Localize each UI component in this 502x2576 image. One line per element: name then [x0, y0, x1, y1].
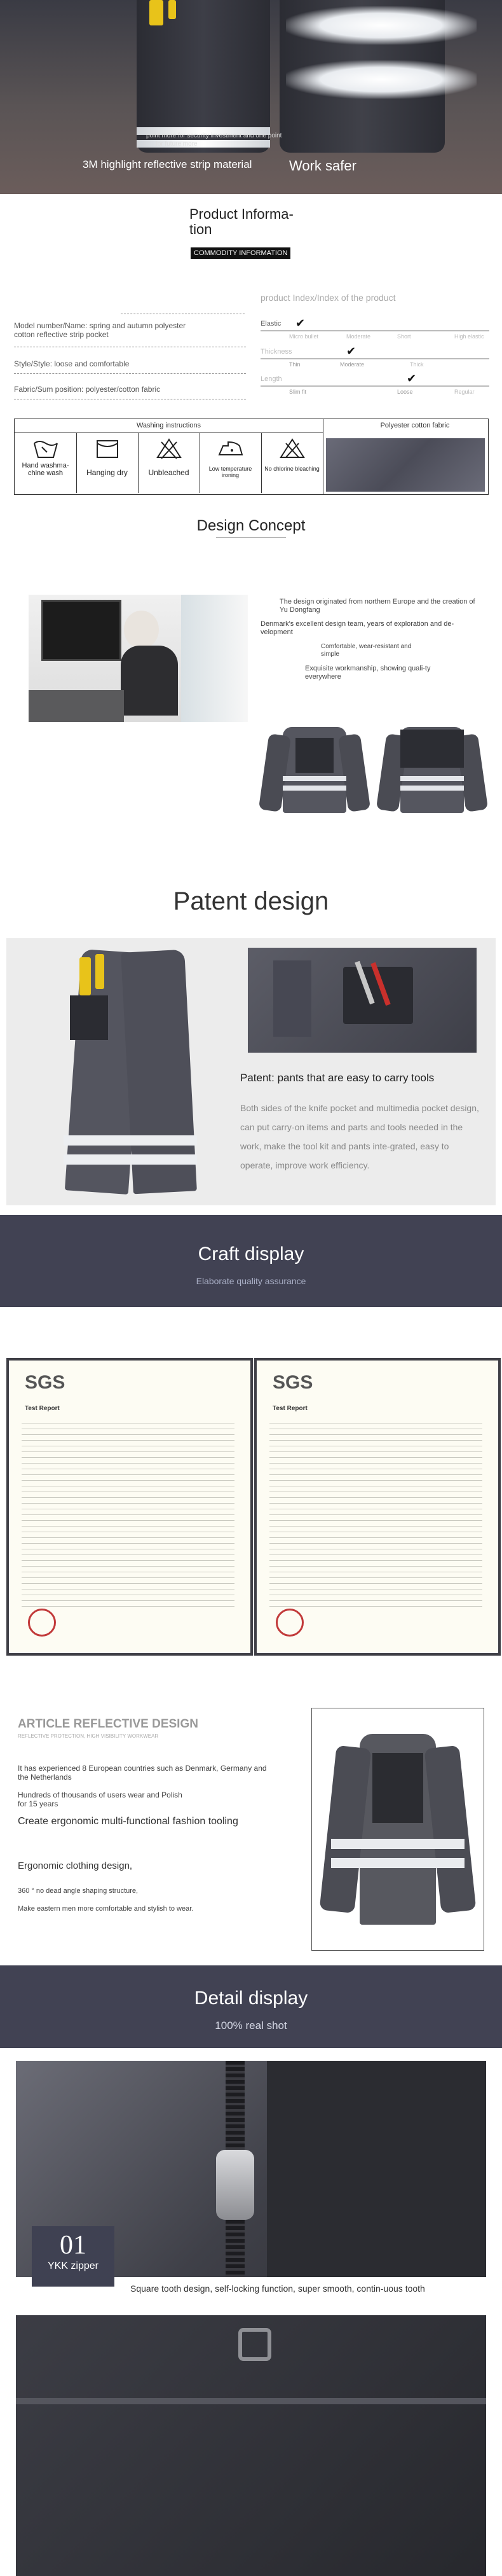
- d-ring: [238, 2328, 271, 2361]
- jacket-back-image: [378, 722, 486, 817]
- jacket-panel: [372, 1753, 423, 1823]
- hanging-dry-icon: [93, 437, 121, 460]
- concept-paragraph: Denmark's excellent design team, years of exploration and de-velopment: [261, 620, 454, 636]
- wash-item: [261, 437, 323, 472]
- spec-style: Style/Style: loose and comfortable: [14, 359, 130, 368]
- craft-title: Craft display: [198, 1243, 304, 1264]
- divider: [216, 537, 286, 538]
- article-line: Make eastern men more comfortable and stylish to wear.: [18, 1905, 194, 1913]
- pants-pocket: [70, 995, 108, 1040]
- reflective-strip: [283, 786, 346, 791]
- pocket-closeup-image: [248, 948, 477, 1053]
- detail-section: [0, 2048, 502, 2576]
- concept-paragraph: Comfortable, wear-resistant and simple: [321, 643, 412, 658]
- sgs-logo: SGS: [273, 1372, 313, 1393]
- row-option: Thin: [289, 361, 301, 368]
- detail-header: [0, 1965, 502, 2048]
- article-title: ARTICLE REFLECTIVE DESIGN: [18, 1717, 198, 1731]
- reflective-strip: [400, 776, 464, 781]
- divider: [14, 373, 246, 374]
- article-section: [0, 1663, 502, 1962]
- test-report-document: [254, 1358, 501, 1656]
- craft-subtitle: Elaborate quality assurance: [196, 1276, 306, 1286]
- wash-item: [15, 437, 76, 477]
- detail-title: Detail display: [194, 1988, 308, 2009]
- desk: [29, 690, 124, 722]
- detail-label: YKK zipper: [47, 2261, 99, 2271]
- row-option: Slim fit: [289, 389, 306, 395]
- row-option: Short: [397, 333, 411, 340]
- person-body: [121, 646, 178, 716]
- no-bleach-icon: [155, 437, 183, 460]
- jacket-front-image: [261, 722, 369, 817]
- designer-photo: [29, 595, 248, 722]
- hero-banner: [0, 0, 502, 194]
- document-lines: [22, 1418, 234, 1609]
- reflective-strip: [283, 776, 346, 781]
- craft-header: [0, 1215, 502, 1307]
- hand-wash-icon: [32, 437, 60, 460]
- sgs-logo: SGS: [25, 1372, 65, 1393]
- detail-caption: Square tooth design, self-locking function, super smooth, contin-uous tooth: [130, 2283, 425, 2294]
- reflective-glow: [286, 60, 477, 99]
- pocket-detail-photo: [16, 2315, 486, 2576]
- no-chlorine-icon: [278, 437, 306, 460]
- stamp-icon: [28, 1609, 56, 1637]
- craft-documents: [0, 1307, 502, 1663]
- stamp-icon: [276, 1609, 304, 1637]
- index-title: product Index/Index of the product: [261, 293, 396, 303]
- patent-headline: Patent: pants that are easy to carry tools: [240, 1072, 435, 1084]
- product-info-title-line: tion: [189, 221, 212, 237]
- wash-item: [200, 437, 261, 478]
- article-line: Hundreds of thousands of users wear and Polish for 15 years: [18, 1790, 182, 1808]
- row-option: High elastic: [454, 333, 484, 340]
- test-report-document: [6, 1358, 253, 1656]
- row-option: Moderate: [340, 361, 365, 368]
- jacket-panel: [400, 730, 464, 768]
- concept-paragraph: Exquisite workmanship, showing quali-ty everywhere: [305, 665, 431, 681]
- person-head: [124, 611, 159, 649]
- commodity-badge: COMMODITY INFORMATION: [191, 247, 290, 259]
- reflective-strip: [64, 1154, 197, 1165]
- reflective-strip: [400, 786, 464, 791]
- hero-small-caption: point more for security investment and one point: [146, 132, 282, 139]
- wash-item: [76, 437, 138, 477]
- reflective-strip: [331, 1858, 465, 1868]
- product-info-title: [189, 207, 294, 237]
- index-slider: [261, 385, 489, 387]
- yellow-tool: [149, 0, 163, 25]
- washing-table: [14, 419, 489, 495]
- spec-fabric: Fabric/Sum position: polyester/cotton fabric: [14, 385, 161, 394]
- hero-small-caption: for future more: [156, 141, 198, 148]
- row-label-thickness: Thickness: [261, 348, 292, 356]
- fabric-panel: [267, 2061, 486, 2277]
- spec-model: Model number/Name: spring and autumn polyester cotton reflective strip pocket: [14, 321, 186, 339]
- row-option: Thick: [410, 361, 424, 368]
- iron-icon: [217, 437, 245, 460]
- wash-item-label: Hanging dry: [86, 468, 128, 477]
- window: [181, 595, 248, 722]
- index-slider: [261, 358, 489, 359]
- patent-body: Both sides of the knife pocket and multimedia pocket design, can put carry-on items and parts and tools needed in the work, make the tool kit and pants inte-grated, easy to operate, improve work efficiency.: [240, 1103, 479, 1170]
- zipper-pull: [216, 2150, 254, 2220]
- hero-left-caption: 3M highlight reflective strip material: [83, 158, 252, 170]
- wash-item-label: Unbleached: [148, 468, 189, 477]
- reflective-strip: [331, 1839, 465, 1849]
- washing-header: Washing instructions: [136, 422, 201, 429]
- document-lines: [269, 1418, 482, 1609]
- hero-right-caption: Work safer: [289, 158, 356, 174]
- row-option: Loose: [397, 389, 413, 395]
- check-icon: ✔: [407, 372, 417, 385]
- fabric-header: Polyester cotton fabric: [380, 422, 450, 429]
- jacket-panel: [295, 738, 334, 773]
- detail-number-box: [32, 2226, 114, 2287]
- wash-item-label: Low temperature ironing: [208, 466, 252, 478]
- article-line: It has experienced 8 European countries such as Denmark, Germany and the Netherlands: [18, 1764, 267, 1782]
- article-line: 360 ° no dead angle shaping structure,: [18, 1887, 139, 1895]
- row-option: Moderate: [346, 333, 371, 340]
- concept-paragraph: The design originated from northern Europe and the creation of Yu Dongfang: [280, 598, 475, 614]
- patent-section: [0, 868, 502, 1218]
- yellow-tool: [168, 0, 176, 19]
- check-icon: ✔: [346, 345, 356, 357]
- product-info-title-line: Product Informa-: [189, 206, 294, 222]
- row-option: Micro bullet: [289, 333, 319, 340]
- yellow-tool: [95, 954, 104, 989]
- design-concept-section: [0, 512, 502, 868]
- check-icon: ✔: [295, 317, 306, 329]
- detail-number: 01: [60, 2231, 86, 2260]
- article-line: Ergonomic clothing design,: [18, 1860, 133, 1871]
- monitor: [41, 600, 121, 661]
- wash-item-label: No chlorine bleaching: [264, 466, 320, 472]
- article-small-lines: REFLECTIVE PROTECTION, HIGH VISIBILITY WORKWEAR: [18, 1733, 159, 1739]
- row-option: Regular: [454, 389, 475, 395]
- fabric-swatch: [326, 438, 485, 492]
- doc-heading: Test Report: [273, 1405, 308, 1412]
- design-concept-title: Design Concept: [196, 517, 306, 534]
- patent-title: Patent design: [173, 887, 329, 915]
- side-panel: [273, 960, 311, 1037]
- detail-subtitle: 100% real shot: [215, 2019, 287, 2032]
- seam: [16, 2398, 486, 2404]
- product-info-section: [0, 194, 502, 512]
- jacket-showcase: [311, 1708, 484, 1951]
- reflective-glow: [286, 6, 477, 45]
- reflective-strip: [64, 1135, 197, 1146]
- wash-item-label: Hand washma-chine wash: [22, 462, 69, 477]
- row-label-length: Length: [261, 375, 282, 383]
- row-label-elastic: Elastic: [261, 320, 282, 328]
- wash-item: [138, 437, 200, 477]
- pants-image: [13, 945, 241, 1199]
- article-line: Create ergonomic multi-functional fashion tooling: [18, 1816, 238, 1827]
- index-slider: [261, 330, 489, 331]
- doc-heading: Test Report: [25, 1405, 60, 1412]
- yellow-tool: [79, 957, 91, 995]
